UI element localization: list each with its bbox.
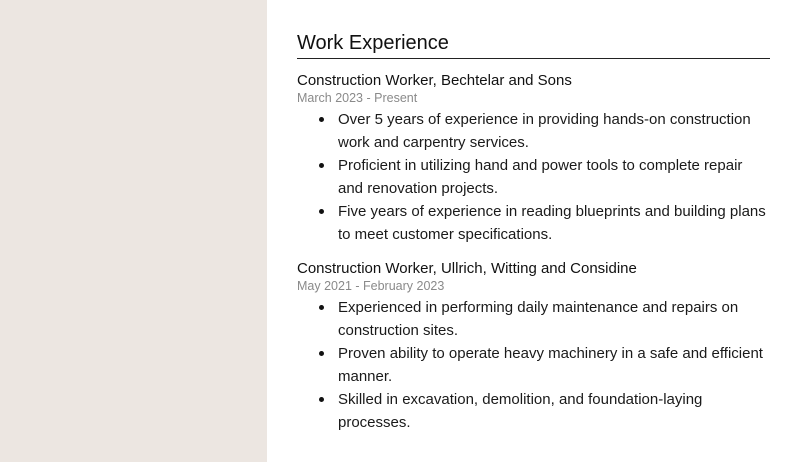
bullet-dot-icon bbox=[319, 163, 324, 168]
job-bullet bbox=[297, 154, 770, 200]
job-bullet-text: Skilled in excavation, demolition, and foundation-laying processes. bbox=[338, 391, 703, 431]
bullet-dot-icon bbox=[319, 351, 324, 356]
job-bullet-text: Five years of experience in reading blueprints and building plans to meet customer specifications. bbox=[338, 203, 766, 243]
job-bullet bbox=[297, 108, 770, 154]
job-bullet-text: Proven ability to operate heavy machinery in a safe and efficient manner. bbox=[338, 345, 763, 385]
job-entry bbox=[297, 260, 770, 434]
work-experience-section bbox=[297, 30, 770, 448]
job-bullet bbox=[297, 388, 770, 434]
bullet-dot-icon bbox=[319, 209, 324, 214]
job-bullet bbox=[297, 296, 770, 342]
job-bullet-text: Proficient in utilizing hand and power tools to complete repair and renovation projects. bbox=[338, 157, 743, 197]
job-title: Construction Worker, Bechtelar and Sons bbox=[297, 72, 572, 89]
sidebar-panel bbox=[0, 0, 267, 462]
job-title: Construction Worker, Ullrich, Witting and Considine bbox=[297, 260, 637, 277]
job-bullet-text: Over 5 years of experience in providing hands-on construction work and carpentry services. bbox=[338, 111, 751, 151]
job-bullet-text: Experienced in performing daily maintenance and repairs on construction sites. bbox=[338, 299, 739, 339]
job-entry bbox=[297, 72, 770, 246]
job-bullet bbox=[297, 342, 770, 388]
bullet-dot-icon bbox=[319, 397, 324, 402]
job-bullet-list bbox=[297, 296, 770, 434]
bullet-dot-icon bbox=[319, 117, 324, 122]
bullet-dot-icon bbox=[319, 305, 324, 310]
section-title: Work Experience bbox=[297, 32, 449, 54]
job-dates: March 2023 - Present bbox=[297, 91, 418, 105]
section-divider bbox=[297, 58, 770, 59]
job-bullet-list bbox=[297, 108, 770, 246]
job-bullet bbox=[297, 200, 770, 246]
job-dates: May 2021 - February 2023 bbox=[297, 279, 445, 293]
